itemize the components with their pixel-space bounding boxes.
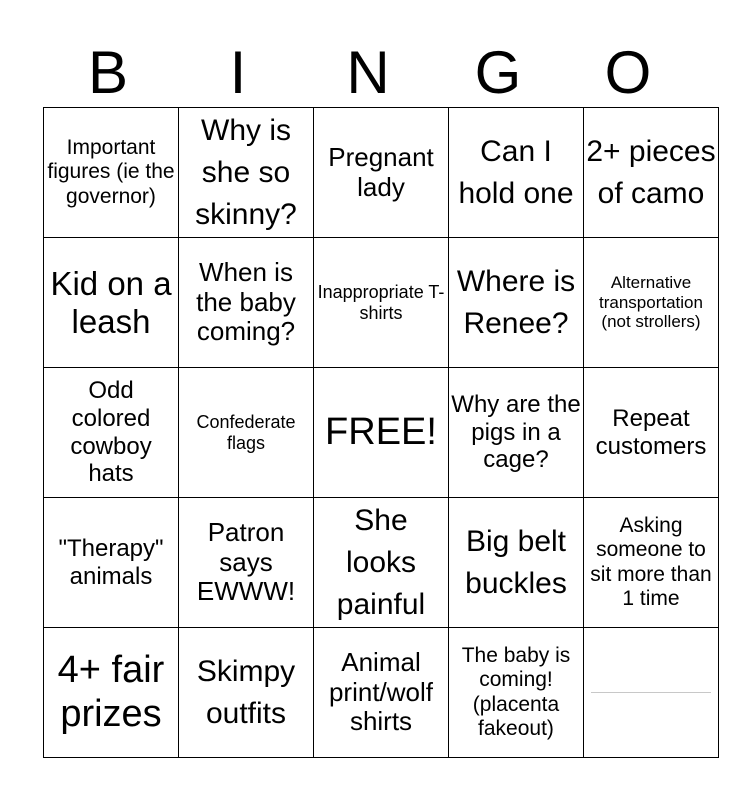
cell-text: Patron says EWWW! bbox=[196, 516, 296, 607]
board-row bbox=[44, 628, 719, 758]
cell-text: Repeat customers bbox=[595, 404, 707, 460]
board-row bbox=[44, 238, 719, 368]
cell-text: "Therapy" animals bbox=[58, 534, 164, 590]
cell-text: Kid on a leash bbox=[50, 264, 172, 340]
bingo-cell[interactable] bbox=[44, 498, 179, 628]
cell-text: When is the baby coming? bbox=[196, 256, 296, 347]
bingo-cell[interactable] bbox=[449, 498, 584, 628]
board-row bbox=[44, 368, 719, 498]
bingo-cell[interactable] bbox=[44, 108, 179, 238]
free-space-cell[interactable] bbox=[314, 368, 449, 498]
cell-text: Asking someone to sit more than 1 time bbox=[590, 514, 712, 610]
bingo-cell[interactable] bbox=[584, 498, 719, 628]
bingo-board bbox=[43, 107, 719, 758]
header-letter-g: G bbox=[474, 39, 522, 106]
bingo-header bbox=[43, 38, 693, 108]
bingo-cell[interactable] bbox=[314, 498, 449, 628]
board-row bbox=[44, 108, 719, 238]
bingo-cell[interactable] bbox=[449, 108, 584, 238]
cell-text: The baby is coming! (placenta fakeout) bbox=[461, 644, 571, 740]
cell-text: Why is she so skinny? bbox=[195, 113, 297, 231]
header-letter-b: B bbox=[87, 39, 129, 106]
header-letter-n: N bbox=[346, 39, 390, 106]
cell-text: Why are the pigs in a cage? bbox=[451, 391, 581, 474]
bingo-cell[interactable] bbox=[179, 628, 314, 758]
bingo-cell[interactable] bbox=[314, 628, 449, 758]
cell-text: FREE! bbox=[325, 410, 437, 453]
cell-text: Pregnant lady bbox=[328, 141, 434, 202]
header-letter-i: I bbox=[229, 39, 247, 106]
cell-text: Important figures (ie the governor) bbox=[47, 136, 175, 208]
cell-text: Big belt buckles bbox=[465, 524, 567, 600]
cell-text: 2+ pieces of camo bbox=[586, 134, 716, 210]
cell-text: Alternative transportation (not strollers) bbox=[599, 273, 703, 332]
bingo-cell[interactable] bbox=[584, 368, 719, 498]
bingo-cell[interactable] bbox=[314, 108, 449, 238]
header-letter-o: O bbox=[604, 39, 652, 106]
bingo-cell[interactable] bbox=[449, 368, 584, 498]
bingo-cell[interactable] bbox=[44, 628, 179, 758]
bingo-cell[interactable] bbox=[584, 238, 719, 368]
bingo-cell[interactable] bbox=[584, 108, 719, 238]
bingo-cell[interactable] bbox=[449, 628, 584, 758]
bingo-cell[interactable] bbox=[179, 108, 314, 238]
bingo-cell[interactable] bbox=[584, 628, 719, 758]
bingo-cell[interactable] bbox=[179, 238, 314, 368]
cell-text: Confederate flags bbox=[196, 411, 296, 453]
cell-text: Inappropriate T-shirts bbox=[317, 281, 445, 323]
cell-text: Can I hold one bbox=[458, 134, 574, 210]
bingo-cell[interactable] bbox=[44, 238, 179, 368]
bingo-cell[interactable] bbox=[179, 498, 314, 628]
bingo-cell[interactable] bbox=[314, 238, 449, 368]
bingo-cell[interactable] bbox=[449, 238, 584, 368]
board-row bbox=[44, 498, 719, 628]
cell-text: Skimpy outfits bbox=[196, 654, 296, 730]
bingo-cell[interactable] bbox=[44, 368, 179, 498]
bingo-cell[interactable] bbox=[179, 368, 314, 498]
cell-text: Odd colored cowboy hats bbox=[70, 377, 152, 488]
cell-text: Where is Renee? bbox=[456, 264, 576, 340]
cell-text: She looks painful bbox=[336, 503, 426, 621]
blank-divider bbox=[591, 692, 711, 693]
cell-text: Animal print/wolf shirts bbox=[328, 646, 434, 737]
cell-text: 4+ fair prizes bbox=[57, 648, 165, 735]
